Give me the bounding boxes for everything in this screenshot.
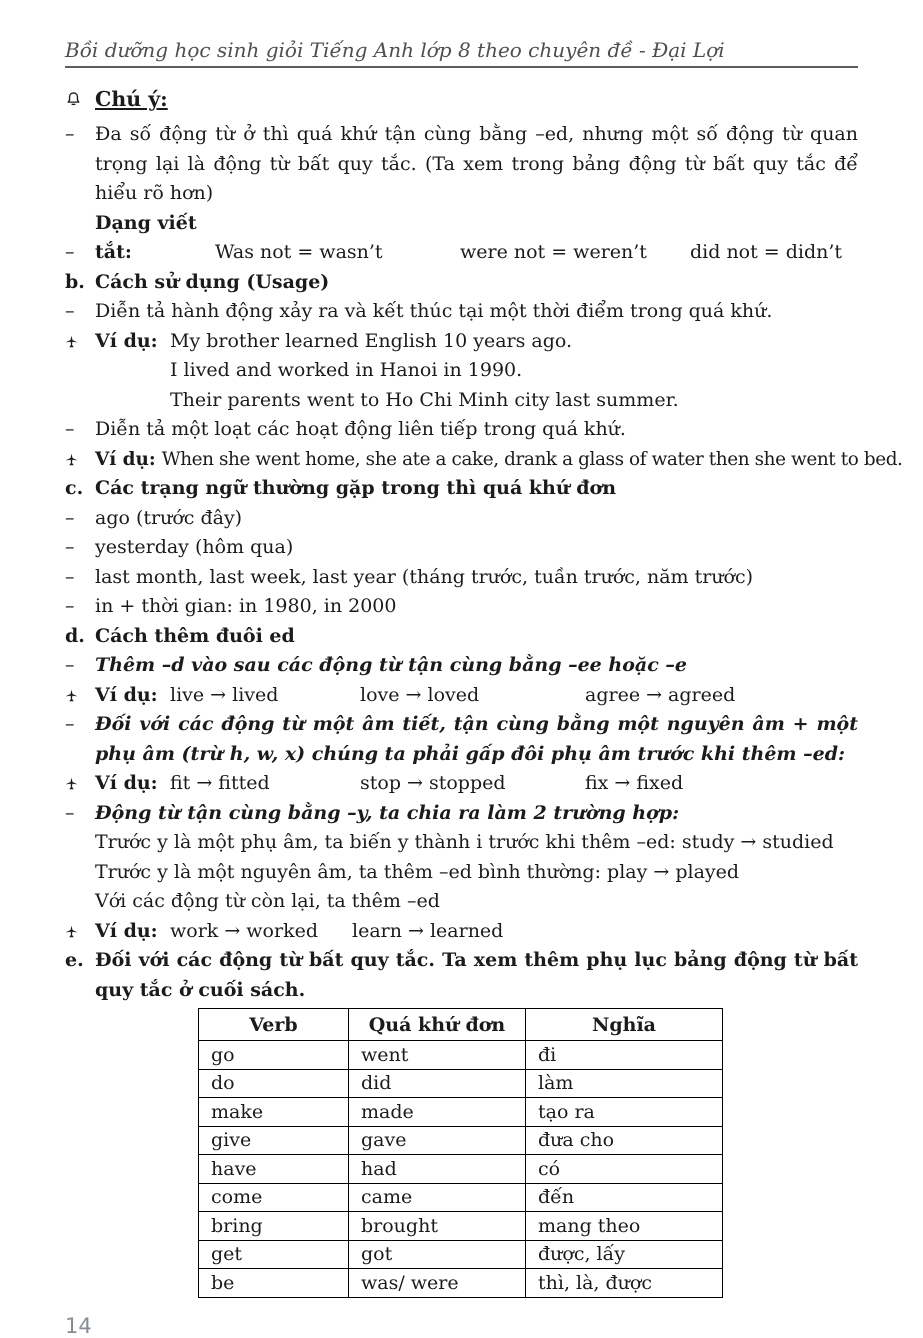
item-letter: c. (65, 477, 84, 499)
line-text: ago (trước đây) (95, 506, 243, 529)
table-cell: đến (526, 1183, 723, 1212)
line-body (95, 327, 858, 357)
example-item: did not = didn’t (690, 241, 843, 263)
example-item: love → loved (360, 683, 480, 706)
example-item: learn → learned (352, 919, 504, 942)
example-label: Dạng viết tắt: (95, 211, 197, 263)
col-header-verb: Verb (199, 1009, 349, 1041)
item-letter: d. (65, 624, 85, 647)
content-line (65, 563, 858, 593)
table-cell: được, lấy (526, 1240, 723, 1269)
line-text: Đa số động từ ở thì quá khứ tận cùng bằng –ed, nhưng một số động từ quan trọng lại là động từ bất quy tắc. (Ta xem trong bảng động từ bất quy tắc để hiểu rõ hơn) (95, 123, 858, 204)
col-header-meaning: Nghĩa (526, 1009, 723, 1041)
content-line (65, 209, 858, 268)
content-line (65, 917, 858, 947)
content-line (65, 799, 858, 829)
line-text: Trước y là một phụ âm, ta biến y thành i trước khi thêm –ed: study → studied (95, 831, 834, 853)
table-cell: came (349, 1183, 526, 1212)
content-line (65, 681, 858, 711)
content-line (65, 445, 903, 475)
content-line (65, 268, 858, 298)
dash-bullet: – (65, 713, 75, 735)
content-line (65, 858, 858, 888)
line-text: I lived and worked in Hanoi in 1990. (170, 359, 523, 381)
table-cell: mang theo (526, 1212, 723, 1241)
example-label: Ví dụ: (95, 772, 158, 794)
line-body (95, 120, 858, 209)
line-text: Cách thêm đuôi ed (95, 624, 295, 647)
example-item: stop → stopped (360, 772, 506, 794)
example-item: fix → fixed (585, 772, 684, 794)
table-row (199, 1069, 723, 1098)
line-text: Trước y là một nguyên âm, ta thêm –ed bình thường: play → played (95, 860, 740, 883)
col-header-past: Quá khứ đơn (349, 1009, 526, 1041)
table-cell: go (199, 1041, 349, 1070)
table-row (199, 1041, 723, 1070)
line-body (95, 533, 858, 563)
content-line (65, 622, 858, 652)
plane-icon (65, 917, 95, 947)
table-row (199, 1269, 723, 1298)
content-line (65, 710, 858, 769)
line-text: Các trạng ngữ thường gặp trong thì quá khứ đơn (95, 477, 617, 499)
line-body (95, 622, 858, 652)
page-number: 14 (65, 1313, 92, 1338)
content-line (65, 327, 858, 357)
line-text: Their parents went to Ho Chi Minh city last summer. (170, 388, 679, 411)
line-body (95, 858, 858, 888)
content-line (65, 474, 858, 504)
page-header-title: Bồi dưỡng học sinh giỏi Tiếng Anh lớp 8 theo chuyên đề - Đại Lợi (65, 38, 725, 62)
example-item: were not = weren’t (460, 241, 647, 263)
table-cell: be (199, 1269, 349, 1298)
line-text: yesterday (hôm qua) (95, 536, 294, 558)
table-cell: made (349, 1098, 526, 1127)
table-cell: get (199, 1240, 349, 1269)
plane-icon (65, 769, 95, 799)
table-cell: had (349, 1155, 526, 1184)
table-cell: brought (349, 1212, 526, 1241)
header-rule (65, 66, 858, 68)
content-line (65, 356, 858, 386)
table-cell: make (199, 1098, 349, 1127)
table-header-row (199, 1009, 723, 1041)
line-body (95, 799, 858, 829)
table-row (199, 1183, 723, 1212)
section-heading: Chú ý: (95, 87, 168, 111)
table-cell: was/ were (349, 1269, 526, 1298)
content-line (65, 828, 858, 858)
table-cell: có (526, 1155, 723, 1184)
line-body (95, 563, 858, 593)
table-cell: làm (526, 1069, 723, 1098)
irregular-verbs-table-wrap (198, 1008, 858, 1298)
line-body (170, 386, 858, 416)
content-line (65, 592, 858, 622)
content-line (65, 82, 858, 117)
line-body (95, 415, 858, 445)
table-row (199, 1126, 723, 1155)
example-label: Ví dụ: (95, 448, 156, 470)
table-cell: thì, là, được (526, 1269, 723, 1298)
table-cell: give (199, 1126, 349, 1155)
content-lines (65, 82, 903, 1005)
plane-icon (65, 445, 95, 475)
line-body (95, 651, 858, 681)
line-body (170, 356, 858, 386)
dash-bullet: – (65, 654, 75, 676)
content-line (65, 769, 858, 799)
irregular-verbs-table (198, 1008, 723, 1298)
line-body (95, 82, 858, 116)
dash-bullet: – (65, 418, 75, 440)
dash-bullet: – (65, 536, 75, 558)
table-cell: gave (349, 1126, 526, 1155)
dash-bullet: – (65, 241, 75, 263)
example-item: live → lived (170, 683, 279, 706)
table-row (199, 1212, 723, 1241)
table-cell: come (199, 1183, 349, 1212)
line-text: When she went home, she ate a cake, drank a glass of water then she went to bed. (161, 448, 903, 470)
line-body (95, 946, 858, 1005)
table-cell: did (349, 1069, 526, 1098)
line-text: Diễn tả một loạt các hoạt động liên tiếp trong quá khứ. (95, 418, 626, 440)
content-line (65, 120, 858, 209)
bell-icon (65, 83, 95, 117)
line-body (95, 445, 903, 475)
line-text: Với các động từ còn lại, ta thêm –ed (95, 890, 440, 912)
dash-bullet: – (65, 300, 75, 322)
line-text: Cách sử dụng (Usage) (95, 270, 330, 293)
content-line (65, 533, 858, 563)
line-body (95, 828, 858, 858)
table-cell: do (199, 1069, 349, 1098)
line-body (95, 769, 858, 799)
table-cell: have (199, 1155, 349, 1184)
example-item: work → worked (170, 919, 319, 942)
item-letter: b. (65, 270, 85, 293)
item-letter: e. (65, 949, 84, 971)
line-body (95, 268, 858, 298)
example-item: agree → agreed (585, 683, 736, 706)
dash-bullet: – (65, 595, 75, 617)
line-text: Đối với các động từ bất quy tắc. Ta xem thêm phụ lục bảng động từ bất quy tắc ở cuối sách. (95, 949, 858, 1001)
plane-icon (65, 681, 95, 711)
line-body (95, 710, 858, 769)
line-body (95, 504, 858, 534)
table-body (199, 1041, 723, 1298)
table-cell: got (349, 1240, 526, 1269)
line-text: Đối với các động từ một âm tiết, tận cùng bằng một nguyên âm + một phụ âm (trừ h, w, x) chúng ta phải gấp đôi phụ âm trước khi thêm –ed: (95, 713, 858, 765)
example-label: Ví dụ: (95, 329, 158, 352)
line-body (95, 209, 858, 268)
table-cell: tạo ra (526, 1098, 723, 1127)
table-row (199, 1098, 723, 1127)
line-text: My brother learned English 10 years ago. (170, 329, 573, 352)
dash-bullet: – (65, 506, 75, 529)
line-text: Thêm –d vào sau các động từ tận cùng bằng –ee hoặc –e (95, 654, 687, 676)
line-text: Động từ tận cùng bằng –y, ta chia ra làm 2 trường hợp: (95, 801, 680, 824)
content-line (65, 946, 858, 1005)
content-line (65, 887, 858, 917)
plane-icon (65, 327, 95, 357)
table-cell: đưa cho (526, 1126, 723, 1155)
line-body (95, 474, 858, 504)
content-line (65, 297, 858, 327)
line-body (95, 297, 858, 327)
line-text: in + thời gian: in 1980, in 2000 (95, 595, 397, 617)
table-cell: went (349, 1041, 526, 1070)
line-body (95, 681, 858, 711)
table-cell: bring (199, 1212, 349, 1241)
line-body (95, 592, 858, 622)
content-line (65, 504, 858, 534)
content-line (65, 415, 858, 445)
example-label: Ví dụ: (95, 683, 158, 706)
dash-bullet: – (65, 801, 75, 824)
dash-bullet: – (65, 565, 75, 588)
example-item: Was not = wasn’t (215, 241, 383, 263)
example-item: fit → fitted (170, 772, 270, 794)
content-line (65, 386, 858, 416)
line-body (95, 917, 858, 947)
line-body (95, 887, 858, 917)
table-cell: đi (526, 1041, 723, 1070)
dash-bullet: – (65, 123, 75, 145)
table-row (199, 1240, 723, 1269)
line-text: Diễn tả hành động xảy ra và kết thúc tại một thời điểm trong quá khứ. (95, 300, 773, 322)
example-label: Ví dụ: (95, 919, 158, 942)
content-line (65, 651, 858, 681)
table-row (199, 1155, 723, 1184)
line-text: last month, last week, last year (tháng trước, tuần trước, năm trước) (95, 565, 754, 588)
